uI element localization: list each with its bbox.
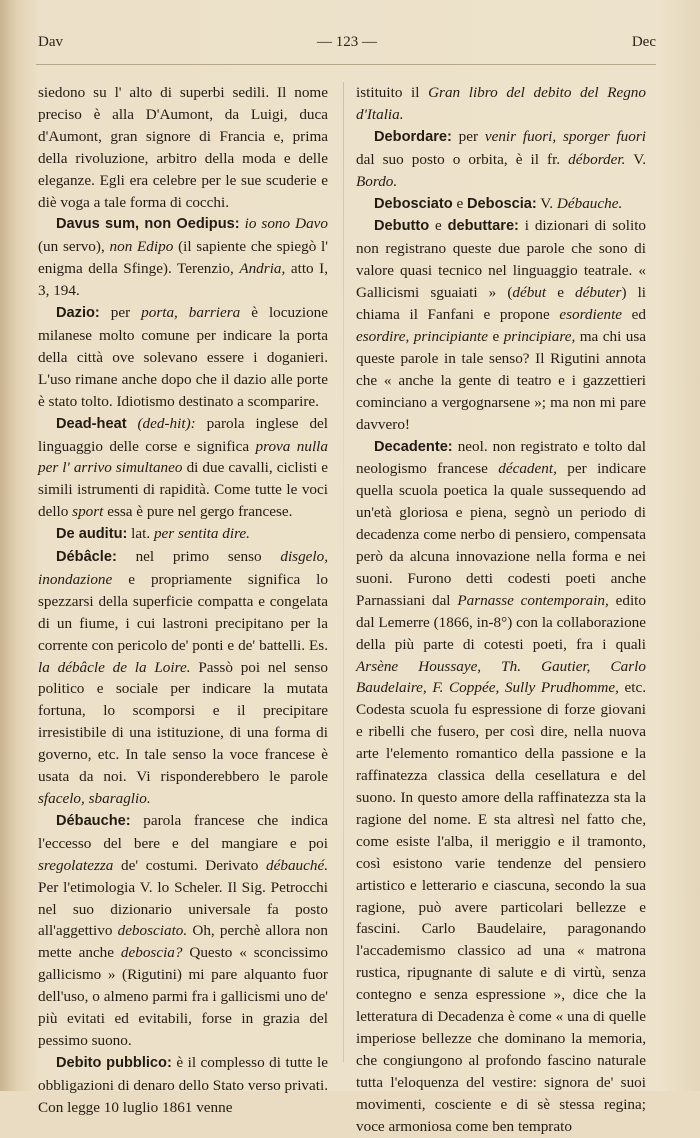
entry-text: ) li chiama il Fanfani e propone [356,284,647,324]
entry-debito-pubblico [38,1052,328,1119]
headword: Debito pubblico: [56,1054,172,1071]
italic-text: disgelo, inondazione [38,548,329,588]
italic-text: io sono Davo [244,215,329,233]
entry-text: e [456,194,464,212]
italic-text: deboscia? [120,944,183,962]
left-column [38,82,328,1119]
italic-text: esordiente [559,306,623,324]
italic-text: Parnasse contemporain, [457,591,609,609]
italic-text: début [512,284,547,302]
headword: Débâcle: [56,549,117,566]
page-header [38,34,656,56]
headword: debuttare: [447,218,519,235]
entry-text: nel primo senso [135,548,262,566]
headword: Debosciato [374,195,453,212]
entry-decadente [356,436,646,1138]
entry-text: Passò poi nel senso politico e sociale per indicare la mutata fortuna, lo scomporsi e il precipitare irresistibile di una istituzione, di una forma di governo, etc. In tale senso la voce francese è usata da noi. Vi risponderebbero le parole [38,658,329,786]
entry-text: ma chi usa queste parole in tale senso? Il Rigutini annota che « anche la gente di teatro e i gazzettieri cominciano a vergognarsene »; ma non mi pare davvero! [356,327,647,433]
entry-text: (un servo), [38,238,105,256]
entry-text: neol. non registrato e tolto dal neologismo francese [356,437,646,478]
italic-text: venir fuori, sporger fuori [484,127,646,145]
entry-text: Oh, perchè allora non mette anche [38,922,328,962]
entry-debutto [356,215,646,435]
italic-text: porta, barriera [141,304,241,322]
entry-text: i dizionari di solito non registrano queste due parole che sono di valore quasi tecnico nel linguaggio teatrale. « Gallicismi sguaiati » ( [356,217,647,302]
italic-text: décadent, [498,460,557,478]
entry-text: (il sapiente che spiegò l' enigma della Sfinge). Terenzio, [38,238,328,278]
headword: De auditu: [56,526,128,543]
entry-text: de' costumi. Derivato [121,856,259,874]
header-left-guideword: Dav [38,34,63,50]
entry-text: è il complesso di tutte le obbligazioni di denaro dello Stato verso privati. Con legge 10 luglio 1861 venne [38,1053,328,1116]
italic-text: la débâcle de la Loire. [38,658,191,676]
entry-text: V. [633,150,647,168]
italic-text: Andria, [239,260,286,278]
headword: Dazio: [56,305,100,322]
entry-text: siedono su l' alto di superbi sedili. Il nome preciso è alla D'Aumont, da Luigi, duca d'Aumont, gran signore di Francia e, prima della rivoluzione, arbitro della moda e delle eleganze. Egli era celebre per le sue scuderie e diè voga a tale forma di cocchi. [38,84,328,211]
italic-text: debosciato. [117,922,188,940]
italic-text: débuter [575,284,622,302]
entry-de-auditu [38,523,328,546]
entry-text: Per l'etimologia V. lo Scheler. Il Sig. Petrocchi nel suo dizionario universale fa posto all'aggettivo [38,878,328,940]
italic-text: per sentita dire. [153,525,250,543]
entry-text: istituito il [356,84,420,101]
italic-text: Gran libro del debito del Regno d'Italia. [356,84,646,123]
entry-text: e [434,217,442,235]
entry-text: ed [631,306,646,324]
right-column [356,82,646,1138]
headword: Deboscia: [467,195,537,212]
entry-text: atto I, 3, 194. [38,260,329,300]
entry-debosciato [356,193,646,216]
column-divider [343,82,344,1062]
entry-text: e [557,284,564,302]
italic-text: (ded-hit): [137,414,196,432]
italic-text: Arsène Houssaye, Th. Gautier, Carlo Baudelaire, F. Coppée, Sully Prudhomme, [356,657,646,697]
entry-text: e propriamente significa lo spezzarsi della superficie compatta e congelata di un fiume, i cui lastroni precipitano per la corrente con pericolo de' ponti e de' battelli. Es. [38,570,328,654]
headword: Debutto [374,218,430,235]
italic-text: déborder. [568,150,626,168]
entry-debauche [38,810,328,1052]
entry-dead-heat [38,413,328,524]
entry-text: è locuzione milanese molto comune per indicare la porta della città ove solevano essere i doganieri. L'uso rimane anche dopo che il dazio alle porte è stato tolto. Idiotismo destinato a scomparire. [38,304,328,410]
headword: Dead-heat [56,415,127,432]
entry-continuation [356,82,646,126]
entry-text: Questo « sconcissimo gallicismo » (Rigutini) mi pare alquanto fuor dell'uso, o almeno parmi fra i gallicismi uno de' più evitati ed evitabili, forse in grazia del pessimo suono. [38,944,328,1049]
entry-text: parola francese che indica l'eccesso del bere e del mangiare e poi [38,811,328,852]
entry-text: V. [540,194,554,212]
entry-text: per [458,127,479,145]
entry-text: essa è pure nel gergo francese. [107,503,293,521]
entry-text: per [110,304,131,322]
italic-text: Bordo. [356,172,398,190]
entry-continuation [38,82,328,213]
italic-text: non Edipo [109,238,174,256]
italic-text: Débauche. [556,194,623,212]
italic-text: esordire, principiante [356,327,488,345]
entry-text: e [492,327,500,345]
header-rule [36,64,656,65]
italic-text: prova nulla per l' arrivo simultaneo [38,437,328,477]
page-number: — 123 — [317,34,377,50]
headword: Débauche: [56,812,131,829]
italic-text: sfacelo, sbaraglio. [38,790,151,807]
italic-text: sregolatezza [38,856,114,874]
italic-text: débauché. [266,856,329,874]
italic-text: principiare, [503,327,576,345]
header-right-guideword: Dec [631,34,656,50]
headword: Decadente: [374,438,453,455]
entry-text: etc. Codesta scuola fu espressione di forze giovani e ribelli che fusero, per così dire, nella nuova arte l'elemento romantico della passione e la raffinatezza classica della cesellatura e del suono. In questo amore della raffinatezza sta la ragione del nome. E sta altresì nel fatto che, come esiste l'alba, il meriggio e il tramonto, così esistono varie tendenze del pensiero artistico e letterario e ciascuna, secondo la sua ragione, può avere particolari bellezze e fascini. Carlo Baudelaire, paragonando l'accademismo classico ad una « matrona rustica, ripugnante di salute e di virtù, senza contegno e senza espressione », dice che la letteratura di Decadenza è come « una di quelle imperiose bellezze che dominano la memoria, che congiungono al profondo fascino naturale tutta l'eloquenza del vestire: signora de' suoi movimenti, cosciente e di sè stessa regina; voce armoniosa come ben temprato [356,679,646,1135]
entry-dazio [38,302,328,413]
entry-text: edito dal Lemerre (1866, in-8°) con la collaborazione della più parte di cotesti poeti, fra i quali [356,591,646,653]
entry-debordare [356,126,646,193]
entry-text: parola inglese del linguaggio delle corse e significa [38,414,329,455]
headword: Davus sum, non Oedipus: [56,216,240,233]
italic-text: sport [72,503,104,521]
entry-debacle [38,546,328,810]
entry-text: per indicare quella scuola poetica la quale sussequendo ad un'età gloriosa e piena, segnò un periodo di decadenza come nerbo di pensiero, compensata però da alcuna innovazione nella forma e nei suoni. Furono detti codesti poeti anche Parnassiani dal [356,460,646,609]
entry-text: dal suo posto o orbita, è il fr. [356,150,561,168]
entry-text: di due cavalli, ciclisti e simili istrumenti di rapidità. Come tutte le voci dello [38,459,329,521]
headword: Debordare: [374,128,452,145]
entry-text: lat. [131,525,151,543]
entry-davus-sum [38,213,328,302]
